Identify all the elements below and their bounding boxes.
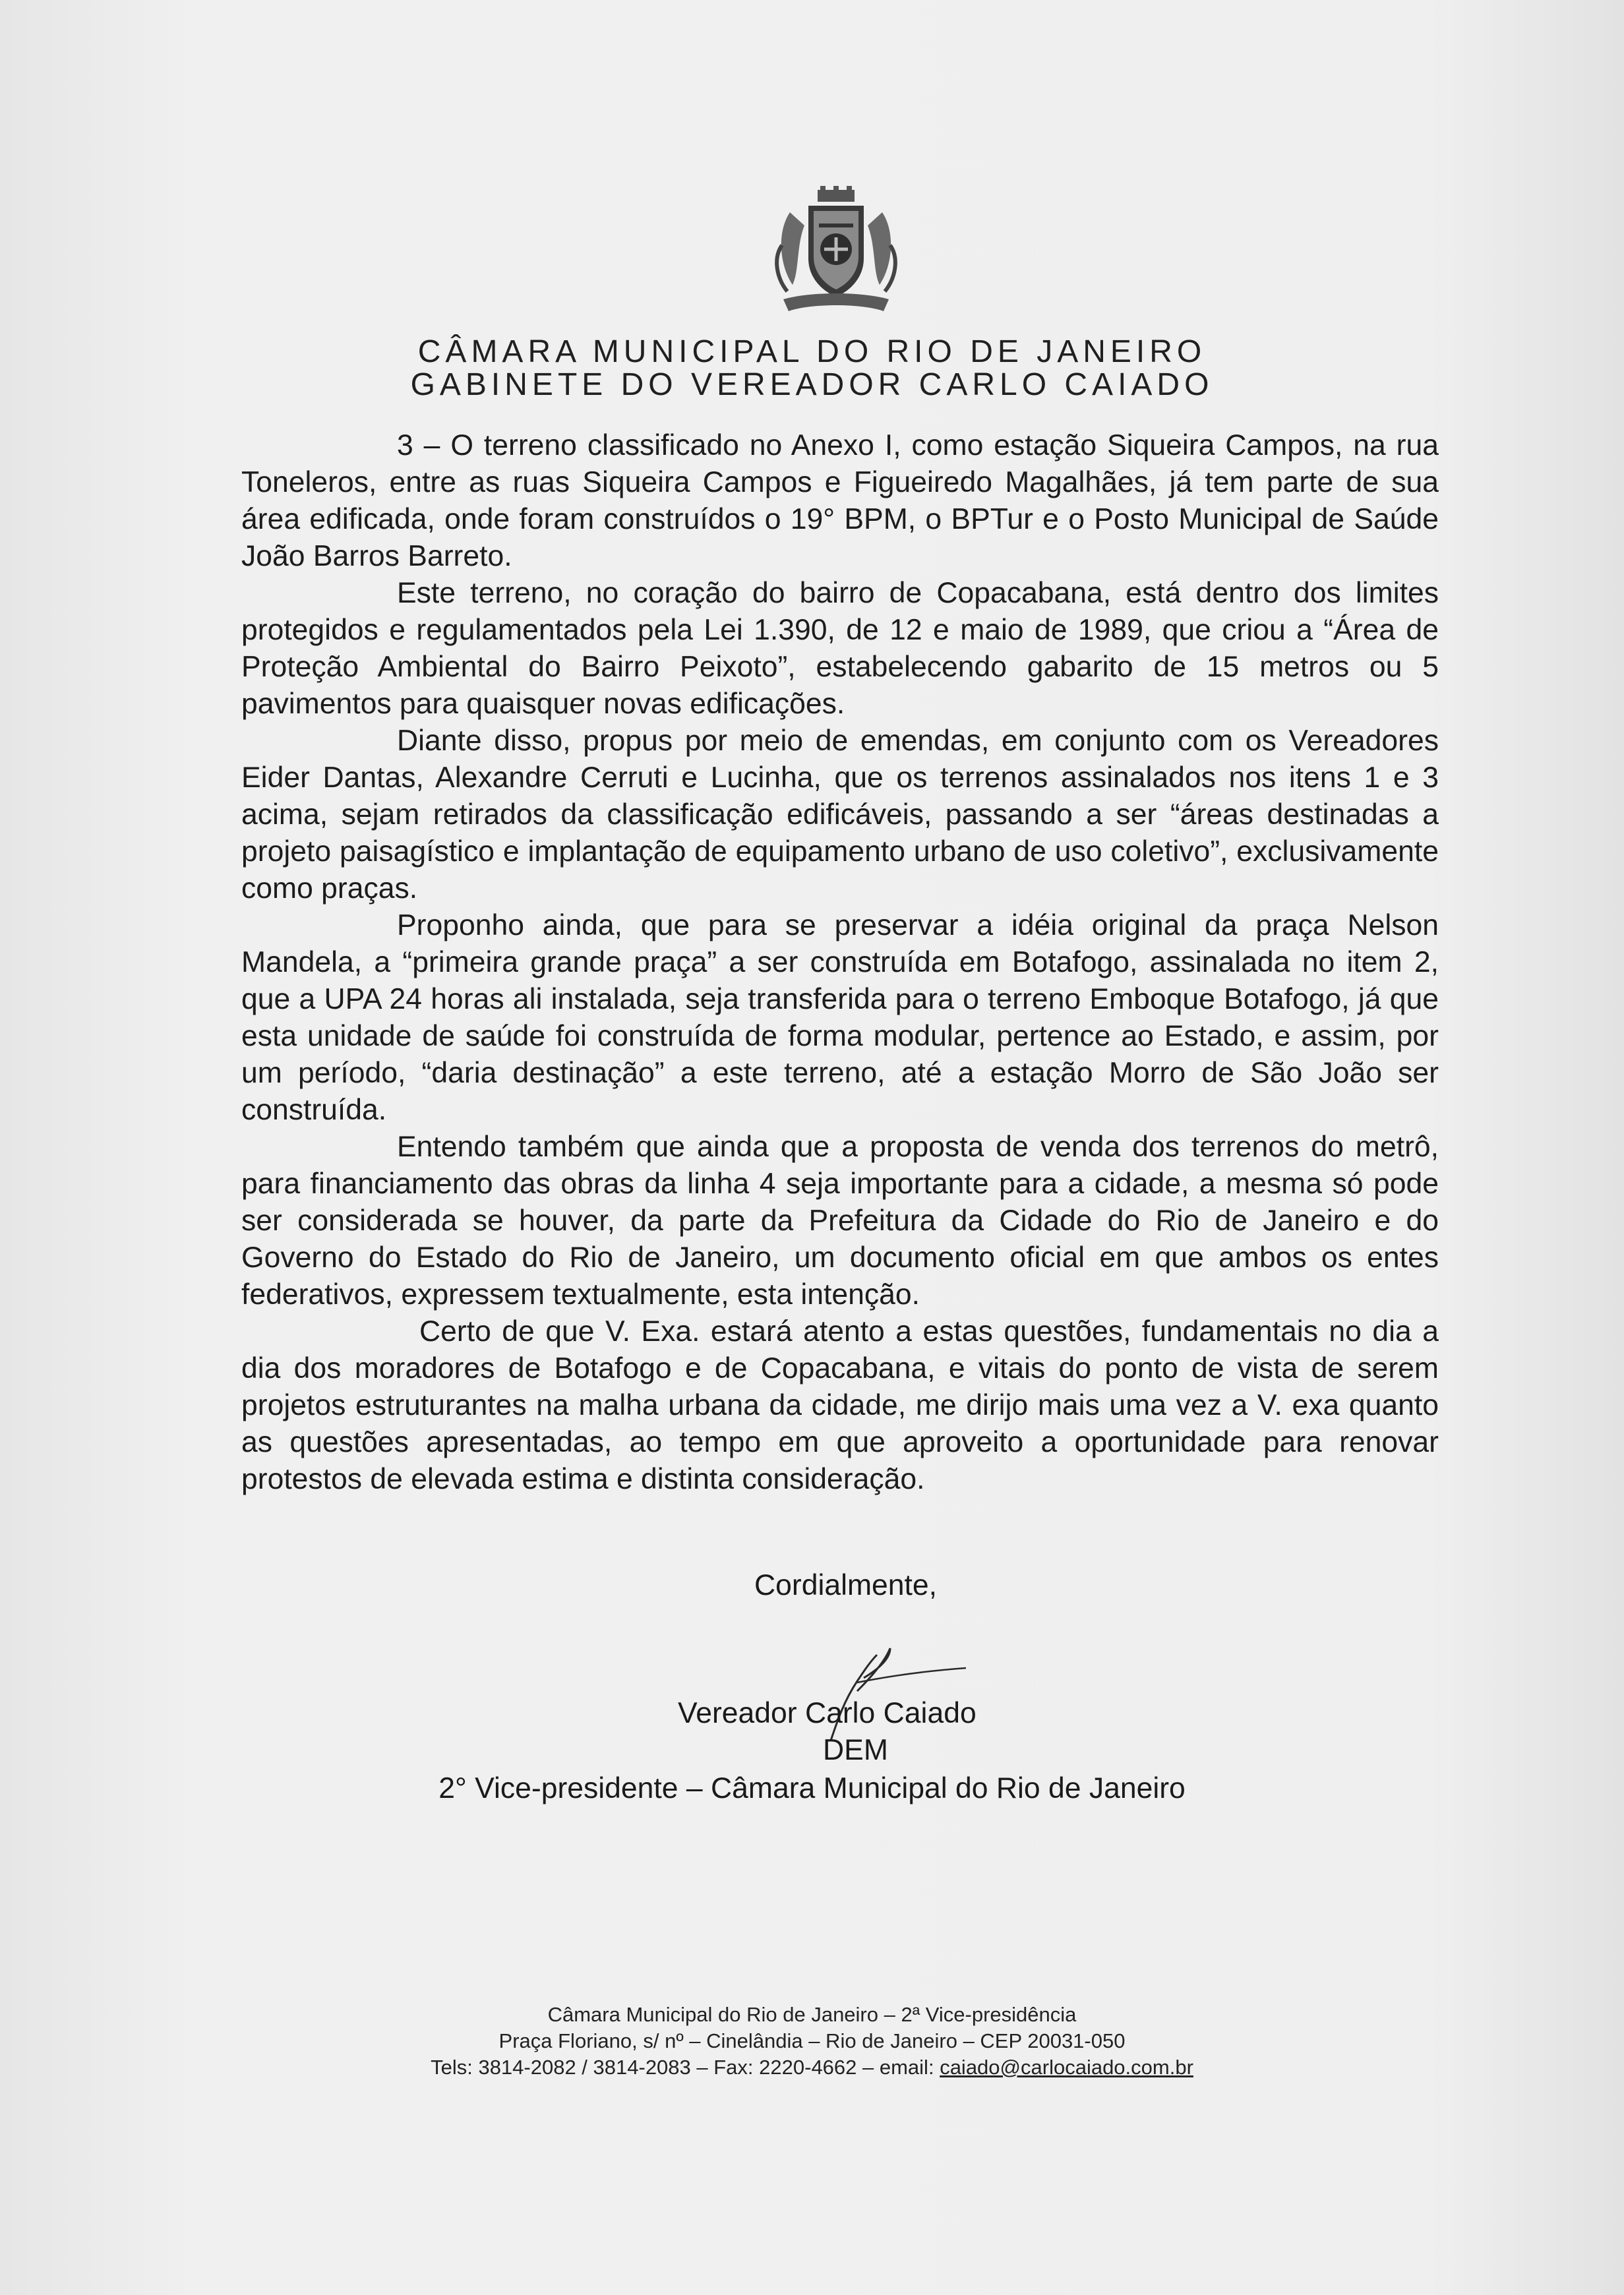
- body-paragraph: Proponho ainda, que para se preservar a idéia original da praça Nelson Mandela, a “primeira grande praça” a ser construída em Botafogo, assinalada no item 2, que a UPA 24 horas ali instalada, seja transferida para o terreno Emboque Botafogo, já que esta unidade de saúde foi construída de forma modular, pertence ao Estado, e assim, por um período, “daria destinação” a este terreno, até a estação Morro de São João ser construída.: [241, 909, 1439, 1126]
- body-paragraph: Entendo também que ainda que a proposta de venda dos terrenos do metrô, para financiamento das obras da linha 4 seja importante para a cidade, a mesma só pode ser considerada se houver, da parte da Prefeitura da Cidade do Rio de Janeiro e do Governo do Estado do Rio de Janeiro, um documento oficial em que ambos os entes federativos, expressem textualmente, esta intenção.: [241, 1131, 1439, 1311]
- signatory-party: DEM: [823, 1734, 888, 1766]
- letter-body: [241, 427, 1439, 1498]
- signatory-role: 2° Vice-presidente – Câmara Municipal do Rio de Janeiro: [438, 1772, 1186, 1804]
- body-paragraph: 3 – O terreno classificado no Anexo I, como estação Siqueira Campos, na rua Toneleros, entre as ruas Siqueira Campos e Figueiredo Magalhães, já tem parte de sua área edificada, onde foram construídos o 19° BPM, o BPTur e o Posto Municipal de Saúde João Barros Barreto.: [241, 429, 1439, 572]
- email-link[interactable]: caiado@carlocaiado.com.br: [940, 2056, 1193, 2079]
- body-paragraph: Este terreno, no coração do bairro de Copacabana, está dentro dos limites protegidos e regulamentados pela Lei 1.390, de 12 e maio de 1989, que criou a “Área de Proteção Ambiental do Bairro Peixoto”, estabelecendo gabarito de 15 metros ou 5 pavimentos para quaisquer novas edificações.: [241, 577, 1439, 720]
- footer-phones: Tels: 3814-2082 / 3814-2083 – Fax: 2220-4662 – email:: [431, 2056, 940, 2079]
- body-paragraph: Certo de que V. Exa. estará atento a estas questões, fundamentais no dia a dia dos moradores de Botafogo e de Copacabana, e vitais do ponto de vista de serem projetos estruturantes na malha urbana da cidade, me dirijo mais uma vez a V. exa quanto as questões apresentadas, ao tempo em que aproveito a oportunidade para renovar protestos de elevada estima e distinta consideração.: [241, 1315, 1439, 1495]
- office-heading: GABINETE DO VEREADOR CARLO CAIADO: [410, 367, 1214, 402]
- footer-address: Praça Floriano, s/ nº – Cinelândia – Rio de Janeiro – CEP 20031-050: [498, 2029, 1126, 2052]
- footer-contacts: [0, 2056, 1624, 2079]
- rio-de-janeiro-coat-of-arms-icon: [770, 186, 902, 315]
- institution-heading: CÂMARA MUNICIPAL DO RIO DE JANEIRO: [417, 334, 1207, 369]
- handwritten-signature-icon: [765, 1642, 976, 1747]
- body-paragraph: Diante disso, propus por meio de emendas, em conjunto com os Vereadores Eider Dantas, Alexandre Cerruti e Lucinha, que os terrenos assinalados nos itens 1 e 3 acima, sejam retirados da classificação edificáveis, passando a ser “áreas destinadas a projeto paisagístico e implantação de equipamento urbano de uso coletivo”, exclusivamente como praças.: [241, 725, 1439, 905]
- closing-salutation: Cordialmente,: [754, 1569, 938, 1601]
- footer-line: Câmara Municipal do Rio de Janeiro – 2ª Vice-presidência: [547, 2003, 1077, 2026]
- signatory-name: Vereador Carlo Caiado: [678, 1697, 977, 1729]
